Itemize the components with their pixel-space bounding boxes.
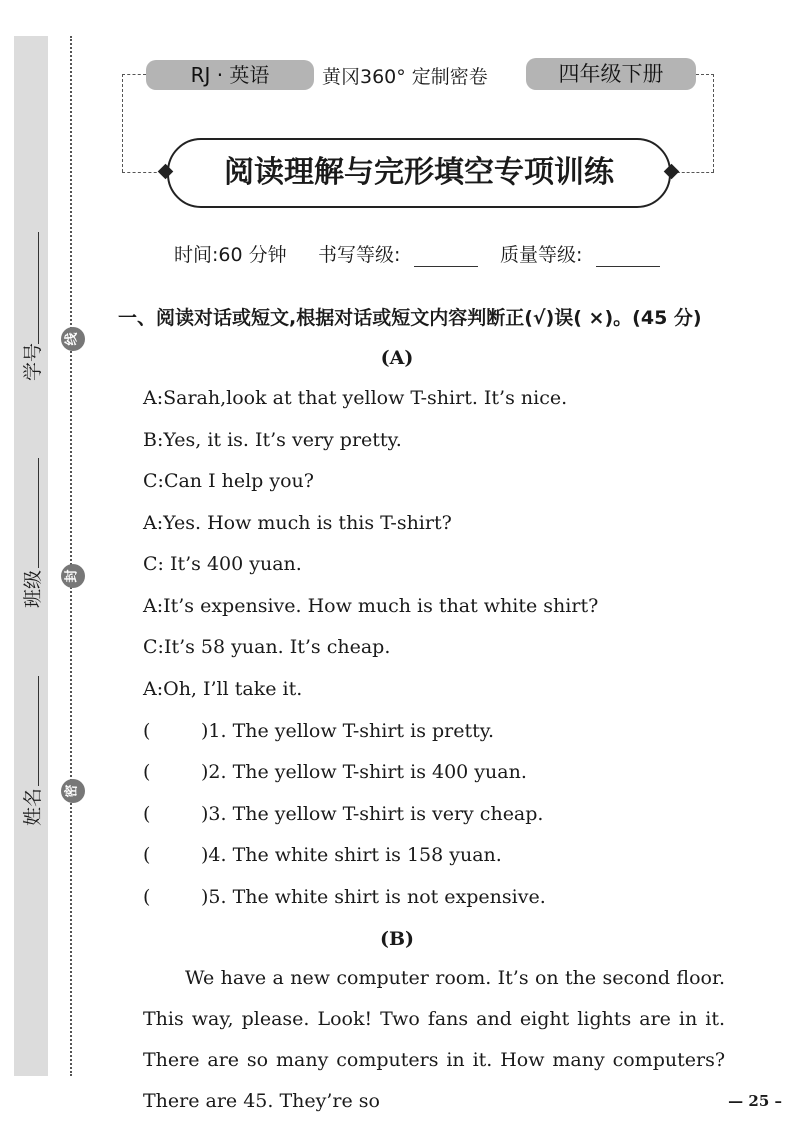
subject-pill: RJ · 英语 (146, 60, 314, 90)
part-b-paragraph: We have a new computer room. It’s on the second floor. This way, please. Look! Two fans and eight lights are in it. There are so many computers in it. How many computers? There are 45. They’re so (143, 967, 725, 1112)
header-dash-left-bottom (122, 172, 162, 173)
answer-blank[interactable]: ( (143, 803, 151, 825)
section-heading: 一、阅读对话或短文,根据对话或短文内容判断正(√)误( ×)。(45 分) (118, 307, 702, 329)
question-3: ( )3. The yellow T-shirt is very cheap. (143, 803, 544, 825)
answer-blank[interactable]: ( (143, 886, 151, 908)
dialogue-line: C: It’s 400 yuan. (143, 553, 302, 575)
question-5: ( )5. The white shirt is not expensive. (143, 886, 546, 908)
answer-blank[interactable]: ( (143, 761, 151, 783)
cut-line (70, 36, 72, 1076)
answer-blank[interactable]: ( (143, 844, 151, 866)
dialogue-line: A:It’s expensive. How much is that white shirt? (143, 595, 599, 617)
part-b-label: (B) (379, 928, 415, 950)
dialogue-line: A:Oh, I’ll take it. (143, 678, 303, 700)
header-dash-right-top (696, 74, 714, 75)
quality-grade-label: 质量等级: (500, 244, 583, 266)
writing-grade-blank[interactable] (414, 266, 478, 267)
answer-blank[interactable]: ( (143, 720, 151, 742)
binding-strip (14, 36, 48, 1076)
dialogue-line: C:It’s 58 yuan. It’s cheap. (143, 636, 391, 658)
class-blank (38, 458, 39, 568)
time-limit: 时间:60 分钟 (174, 244, 287, 266)
page-number: — 25 – (728, 1092, 782, 1110)
part-a-label: (A) (380, 347, 414, 369)
seal-secret-icon: 密 (61, 779, 85, 803)
dialogue-line: A:Yes. How much is this T-shirt? (143, 512, 452, 534)
student-no-label: 学号 (22, 342, 45, 382)
seal-seal-icon: 封 (61, 564, 85, 588)
name-label: 姓名 (22, 787, 45, 827)
header-dash-left-vertical (122, 74, 123, 172)
class-label: 班级 (22, 569, 45, 609)
grade-pill: 四年级下册 (526, 58, 696, 90)
header-dash-right-vertical (713, 74, 714, 172)
question-2: ( )2. The yellow T-shirt is 400 yuan. (143, 761, 527, 783)
seal-line-icon: 线 (61, 327, 85, 351)
dialogue-line: A:Sarah,look at that yellow T-shirt. It’s nice. (143, 387, 568, 409)
name-blank (38, 676, 39, 786)
writing-grade-label: 书写等级: (318, 244, 401, 266)
series-title: 黄冈360° 定制密卷 (322, 66, 488, 88)
dialogue-line: C:Can I help you? (143, 470, 314, 492)
question-4: ( )4. The white shirt is 158 yuan. (143, 844, 502, 866)
page-title: 阅读理解与完形填空专项训练 (167, 138, 671, 208)
dialogue-line: B:Yes, it is. It’s very pretty. (143, 429, 402, 451)
quality-grade-blank[interactable] (596, 266, 660, 267)
student-no-blank (38, 232, 39, 344)
header-dash-left-top (122, 74, 146, 75)
question-1: ( )1. The yellow T-shirt is pretty. (143, 720, 494, 742)
